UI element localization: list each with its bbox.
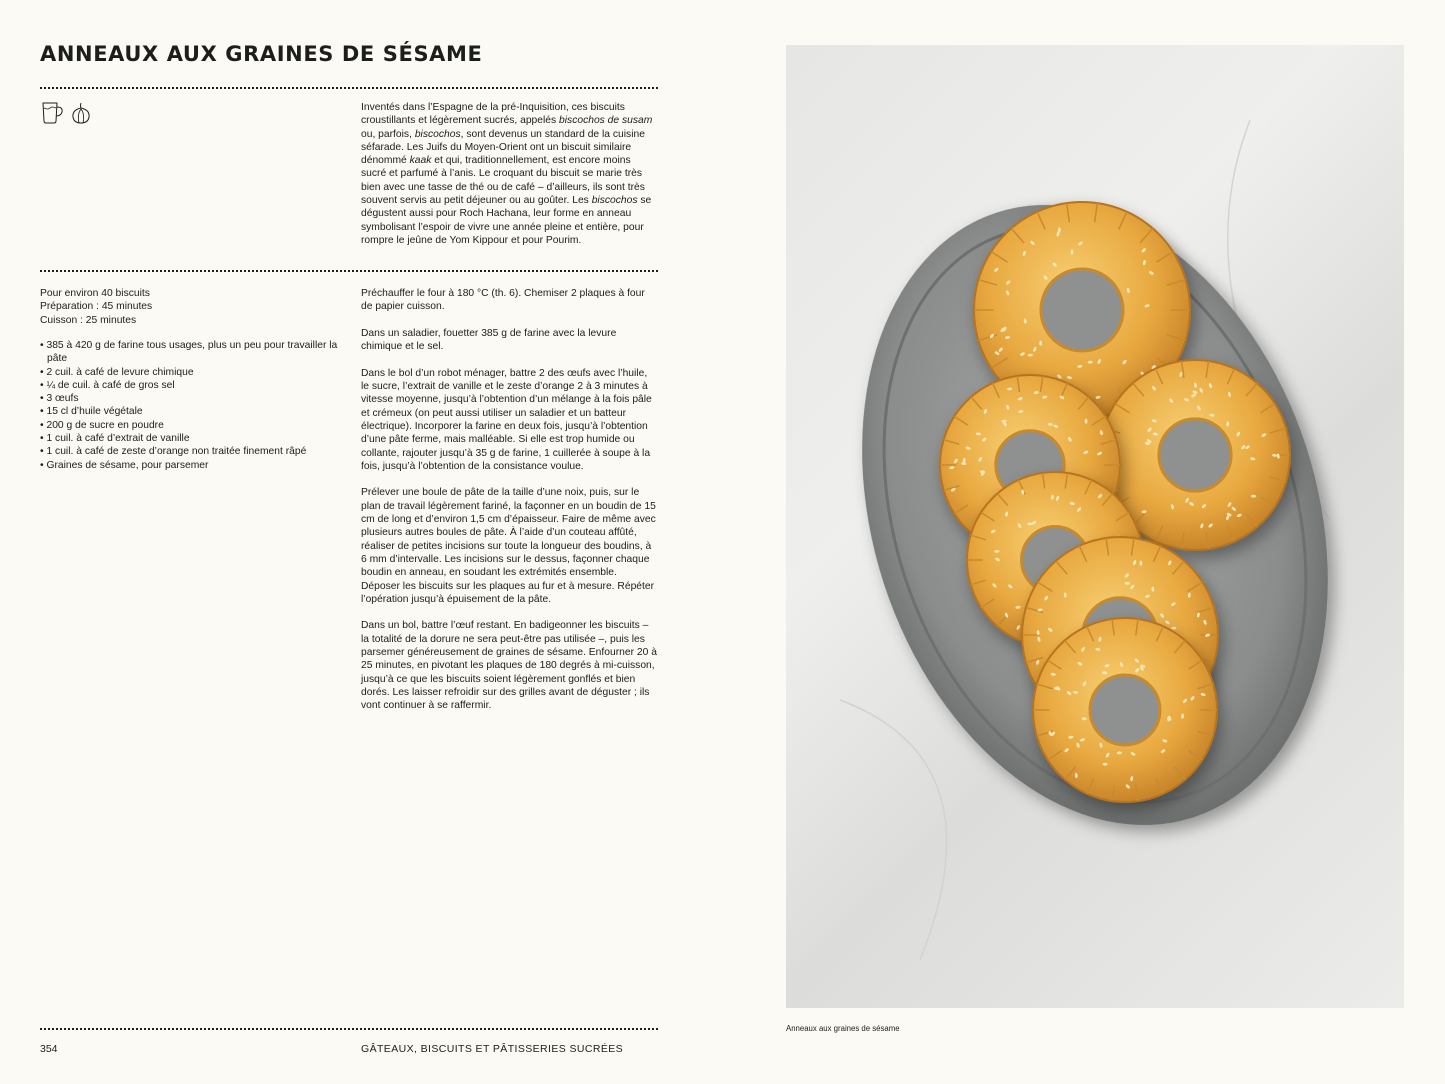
yield-text: Pour environ 40 biscuits bbox=[40, 288, 150, 299]
ingredient-item: • 2 cuil. à café de levure chimique bbox=[40, 366, 350, 379]
ingredient-item: • 3 œufs bbox=[40, 392, 350, 405]
method-step: Prélever une boule de pâte de la taille d’une noix, puis, sur le plan de travail légèrement fariné, la façonner en un boudin de 15 cm de long et d’environ 1,5 cm d’épaisseur. Faire de même avec plusieurs autres boules de pâte. À l’aide d’un couteau affûté, réaliser de petites incisions sur toute la longueur des boudins, à 6 mm d’intervalle. Les incisions sur le dessus, façonner chaque boudin en anneau, en soudant les extrémités ensemble. Déposer les biscuits sur les plaques au fur et à mesure. Répéter l’opération jusqu’à épuisement de la pâte. bbox=[361, 487, 656, 605]
ingredient-item: • ¼ de cuil. à café de gros sel bbox=[40, 379, 350, 392]
intro-paragraph bbox=[361, 101, 658, 247]
ingredient-item: • 385 à 420 g de farine tous usages, plus un peu pour travailler la pâte bbox=[40, 339, 350, 366]
intro-text-run: Inventés dans l’Espagne de la pré-Inquisition, ces biscuits croustillants et légèrement sucrés, appelés bbox=[361, 102, 625, 127]
dotted-divider bbox=[40, 1028, 658, 1030]
intro-text-run: , sont devenus un standard de la cuisine séfarade. Les Juifs du Moyen-Orient ont un biscuit similaire dénommé bbox=[361, 128, 645, 167]
ingredient-item: • 200 g de sucre en poudre bbox=[40, 419, 350, 432]
left-page bbox=[40, 0, 658, 1084]
method-steps bbox=[361, 287, 658, 726]
recipe-meta bbox=[40, 287, 340, 327]
method-step: Dans un saladier, fouetter 385 g de farine avec la levure chimique et le sel. bbox=[361, 327, 617, 353]
dotted-divider bbox=[40, 87, 658, 89]
recipe-title: ANNEAUX AUX GRAINES DE SÉSAME bbox=[40, 42, 483, 66]
photo-caption: Anneaux aux graines de sésame bbox=[786, 1024, 900, 1033]
biscuit-ring bbox=[1033, 618, 1217, 802]
cook-time: Cuisson : 25 minutes bbox=[40, 314, 137, 326]
intro-text-run: et qui, traditionnellement, est encore moins sucré et parfumé à l’anis. Le croquant du biscuit se marie très bien avec une tasse de thé ou de café – d’ailleurs, ils sont très souvent servis au petit déjeuner ou au goûter. Les bbox=[361, 155, 645, 207]
biscuit-plate-illustration bbox=[786, 45, 1404, 1008]
intro-text-run: se dégustent aussi pour Roch Hachana, leur forme en anneau symbolisant l’espoir de vivre une année pleine et entière, pour rompre le jeûne de Yom Kippour et pour Pourim. bbox=[361, 195, 652, 246]
recipe-photo bbox=[786, 45, 1404, 1008]
intro-italic-term: kaak bbox=[409, 155, 432, 167]
intro-italic-term: biscochos bbox=[414, 128, 461, 140]
dotted-divider bbox=[40, 270, 658, 272]
dairy-free-jug-icon bbox=[40, 101, 66, 125]
ingredient-item: • Graines de sésame, pour parsemer bbox=[40, 459, 350, 472]
method-step: Dans le bol d’un robot ménager, battre 2 des œufs avec l’huile, le sucre, l’extrait de vanille et le zeste d’orange 2 à 3 minutes à vitesse moyenne, jusqu’à l’obtention d’un mélange à la fois pâle et crémeux (on peut aussi utiliser un saladier et un batteur électrique). Incorporer la farine en deux fois, jusqu’à l’obtention d’une pâte ferme, mais malléable. Si elle est trop humide ou collante, rajouter jusqu’à 35 g de farine, 1 cuillerée à soupe à la fois, jusqu’à l’obtention de la consistance voulue. bbox=[361, 367, 652, 472]
prep-time: Préparation : 45 minutes bbox=[40, 301, 153, 313]
ingredient-item: • 1 cuil. à café de zeste d’orange non traitée finement râpé bbox=[40, 445, 350, 458]
onion-pareve-icon bbox=[70, 101, 92, 125]
intro-text-run: ou, parfois, bbox=[361, 128, 415, 140]
page-number: 354 bbox=[40, 1043, 58, 1055]
chapter-running-head: GÂTEAUX, BISCUITS ET PÂTISSERIES SUCRÉES bbox=[361, 1043, 624, 1055]
ingredient-list bbox=[40, 339, 350, 472]
ingredient-item: • 1 cuil. à café d’extrait de vanille bbox=[40, 432, 350, 445]
method-step: Préchauffer le four à 180 °C (th. 6). Chemiser 2 plaques à four de papier cuisson. bbox=[361, 288, 645, 313]
method-step: Dans un bol, battre l’œuf restant. En badigeonner les biscuits – la totalité de la dorure ne sera peut-être pas utilisée –, puis les parsemer généreusement de graines de sésame. Enfourner 20 à 25 minutes, en pivotant les plaques de 180 degrés à mi-cuisson, jusqu’à ce que les biscuits soient légèrement gonflés et bien dorés. Les laisser refroidir sur des grilles avant de déguster ; ils vont continuer à se raffermir. bbox=[361, 620, 657, 712]
diet-icons bbox=[40, 101, 92, 125]
intro-italic-term: biscochos bbox=[591, 195, 638, 207]
intro-italic-term: biscochos de susam bbox=[559, 115, 653, 127]
ingredient-item: • 15 cl d’huile végétale bbox=[40, 405, 350, 418]
